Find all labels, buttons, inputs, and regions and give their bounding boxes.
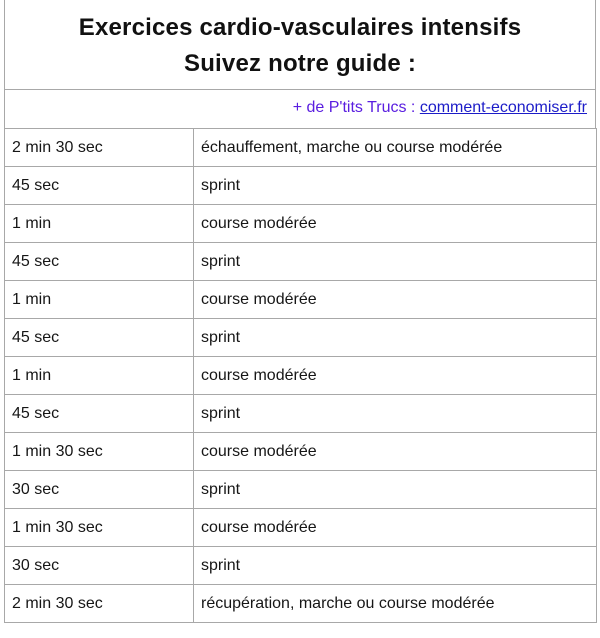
promo-link[interactable]: comment-economiser.fr [419, 99, 587, 116]
duration-cell: 30 sec [5, 471, 194, 509]
table-row [5, 319, 597, 357]
table-row [5, 547, 597, 585]
activity-cell: course modérée [194, 433, 597, 471]
activity-cell: course modérée [194, 281, 597, 319]
duration-cell: 1 min 30 sec [5, 509, 194, 547]
table-row [5, 433, 597, 471]
page-subtitle: Suivez notre guide : [183, 50, 417, 77]
page-title: Exercices cardio-vasculaires intensifs [78, 14, 522, 41]
duration-cell: 45 sec [5, 243, 194, 281]
activity-cell: sprint [194, 471, 597, 509]
table-row [5, 509, 597, 547]
duration-cell: 30 sec [5, 547, 194, 585]
promo-line [293, 99, 587, 117]
table-row [5, 129, 597, 167]
table-row [5, 281, 597, 319]
duration-cell: 45 sec [5, 395, 194, 433]
activity-cell: course modérée [194, 205, 597, 243]
table-row [5, 167, 597, 205]
table-row [5, 357, 597, 395]
duration-cell: 1 min [5, 281, 194, 319]
activity-cell: course modérée [194, 509, 597, 547]
duration-cell: 45 sec [5, 167, 194, 205]
duration-cell: 1 min 30 sec [5, 433, 194, 471]
duration-cell: 1 min [5, 357, 194, 395]
activity-cell: sprint [194, 167, 597, 205]
duration-cell: 2 min 30 sec [5, 585, 194, 623]
duration-cell: 1 min [5, 205, 194, 243]
activity-cell: sprint [194, 243, 597, 281]
promo-prefix: + de P'tits Trucs : [292, 99, 420, 116]
table-row [5, 243, 597, 281]
activity-cell: récupération, marche ou course modérée [194, 585, 597, 623]
activity-cell: sprint [194, 319, 597, 357]
schedule-table [4, 128, 597, 623]
duration-cell: 2 min 30 sec [5, 129, 194, 167]
table-row [5, 585, 597, 623]
table-row [5, 471, 597, 509]
promo-block [4, 90, 596, 128]
activity-cell: sprint [194, 395, 597, 433]
activity-cell: échauffement, marche ou course modérée [194, 129, 597, 167]
duration-cell: 45 sec [5, 319, 194, 357]
activity-cell: course modérée [194, 357, 597, 395]
title-block [4, 0, 596, 90]
table-row [5, 395, 597, 433]
activity-cell: sprint [194, 547, 597, 585]
table-row [5, 205, 597, 243]
